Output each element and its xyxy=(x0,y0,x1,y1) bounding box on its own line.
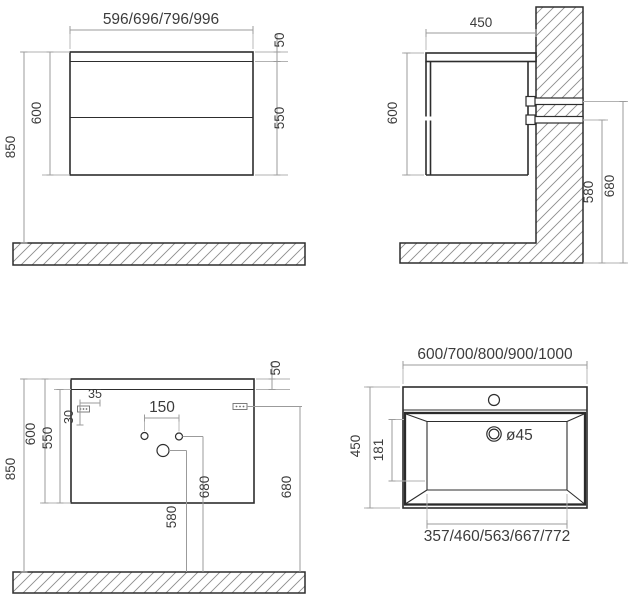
basin-width-label: 600/700/800/900/1000 xyxy=(417,346,573,363)
faucet-hole xyxy=(489,395,500,406)
lower-bolt-head xyxy=(526,115,535,125)
front-height-label: 600 xyxy=(29,101,44,125)
floor-section xyxy=(13,572,305,593)
basin-depth-label: 450 xyxy=(348,434,363,458)
front-elevation-view xyxy=(3,11,305,265)
faucet-hole-height-label: 680 xyxy=(197,475,212,499)
drain-hole xyxy=(157,445,169,457)
bowl-width-dimension-line xyxy=(427,520,567,528)
front-width-label: 596/696/796/996 xyxy=(102,11,220,28)
bracket-offset-h-label: 35 xyxy=(88,387,102,401)
drain-hole-inner xyxy=(489,429,499,439)
right-mounting-bracket xyxy=(233,404,247,410)
height-dimension-line xyxy=(404,53,411,175)
mounting-top-height-label: 50 xyxy=(268,360,283,376)
bracket-hole-dot xyxy=(236,406,238,408)
floor-to-top-dimension xyxy=(21,379,28,572)
height-dimension-line xyxy=(47,52,54,175)
bracket-hole-dot xyxy=(86,408,88,410)
bracket-offset-v-label: 30 xyxy=(62,410,76,424)
bracket-hole-dot xyxy=(239,406,241,408)
front-floor-to-top-label: 850 xyxy=(3,135,18,159)
side-upper-fixing-label: 680 xyxy=(602,174,617,198)
depth-dimension-line xyxy=(426,29,536,37)
cabinet-side-outline xyxy=(426,62,528,176)
side-depth-label: 450 xyxy=(469,15,493,30)
bracket-hole-dot xyxy=(243,406,245,408)
side-section-view xyxy=(385,7,628,263)
bracket-hole-dot xyxy=(83,408,85,410)
bowl-offset-dimension-line xyxy=(389,420,396,482)
upper-fixing-dimension-line xyxy=(620,102,627,264)
mounting-height-label: 600 xyxy=(23,422,38,446)
right-faucet-hole xyxy=(176,433,183,440)
left-mounting-bracket xyxy=(78,406,90,412)
floor-section xyxy=(13,243,305,265)
bowl-offset-label: 181 xyxy=(371,438,386,462)
mounting-view xyxy=(3,360,305,593)
upper-bolt-head xyxy=(526,97,535,107)
drain-diameter-label: ø45 xyxy=(506,427,533,444)
front-body-height-label: 550 xyxy=(272,106,287,130)
washbasin-top-view xyxy=(348,346,587,545)
wall-and-floor-section xyxy=(400,7,583,263)
mounting-floor-to-top-label: 850 xyxy=(3,457,18,481)
drain-hole-height-label: 580 xyxy=(164,505,179,529)
countertop-side xyxy=(426,53,536,62)
floor-to-top-dimension-line xyxy=(21,52,28,243)
mounting-body-height-label: 550 xyxy=(40,426,55,450)
left-faucet-hole xyxy=(141,433,148,440)
extension-lines xyxy=(402,30,628,263)
hole-spacing-label: 150 xyxy=(149,399,175,416)
side-height-label: 600 xyxy=(385,101,400,125)
front-top-height-label: 50 xyxy=(272,32,287,48)
side-lower-fixing-label: 580 xyxy=(581,180,596,204)
bracket-height-label: 680 xyxy=(279,475,294,499)
cabinet-outline xyxy=(70,52,253,175)
bowl-width-label: 357/460/563/667/772 xyxy=(423,528,571,545)
body-height-dimension xyxy=(57,390,64,504)
